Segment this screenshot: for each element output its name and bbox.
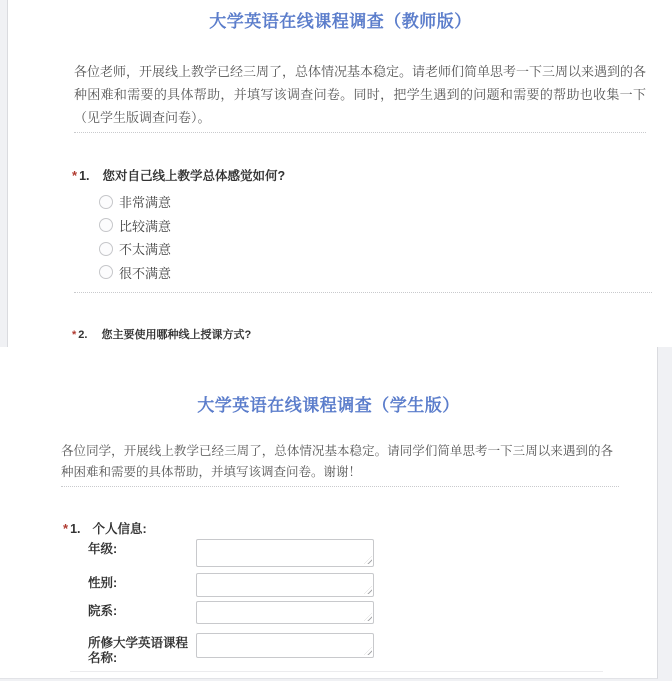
grade-field-label: 年级: [88,542,118,556]
question-text: 您主要使用哪种线上授课方式? [101,329,252,341]
radio-button-icon[interactable] [99,218,113,232]
student-survey-intro: 各位同学，开展线上教学已经三周了，总体情况基本稳定。请同学们简单思考一下三周以来遇到的各种困难和需要的具体帮助，并填写该调查问卷。谢谢！ [61,444,613,479]
teacher-question-1 [72,166,285,184]
radio-option-label: 非常满意 [119,195,172,211]
radio-option-not-too-satisfied[interactable] [99,237,171,261]
section-divider [74,292,652,293]
radio-option-very-satisfied[interactable] [99,190,171,214]
grade-field-row [88,539,374,567]
grade-input-wrap [196,539,374,567]
gender-input[interactable] [196,573,374,597]
department-input-wrap [196,601,374,624]
teacher-question-2 [72,326,251,342]
radio-button-icon[interactable] [99,265,113,279]
radio-option-very-dissatisfied[interactable] [99,261,171,285]
teacher-survey-card [7,0,672,347]
department-input[interactable] [196,601,374,624]
radio-option-label: 很不满意 [119,265,172,281]
required-asterisk: * [72,168,78,183]
teacher-survey-title: 大学英语在线课程调查（教师版） [209,12,472,31]
radio-option-somewhat-satisfied[interactable] [99,214,171,238]
radio-button-icon[interactable] [99,195,113,209]
section-divider [61,486,619,487]
gender-field-label: 性别: [88,576,118,590]
student-survey-title: 大学英语在线课程调查（学生版） [197,396,460,415]
department-field-label: 院系: [88,604,118,618]
gender-input-wrap [196,573,374,597]
section-divider [74,132,646,133]
student-question-1 [63,519,147,537]
teacher-question-1-options [99,190,171,284]
teacher-survey-intro: 各位老师，开展线上教学已经三周了，总体情况基本稳定。请老师们简单思考一下三周以来遇到的各种困难和需要的具体帮助，并填写该调查问卷。同时，把学生遇到的问题和需要的帮助也收集一下（见学生版调查问卷）。 [74,64,647,125]
radio-option-label: 不太满意 [119,242,172,258]
radio-option-label: 比较满意 [119,218,172,234]
bottom-divider [70,671,603,672]
question-text: 个人信息: [92,522,147,536]
question-number: 1. [79,169,90,183]
student-survey-card [0,347,658,679]
department-field-row [88,601,374,624]
course-name-field-label: 所修大学英语课程名称: [88,636,189,665]
question-text: 您对自己线上教学总体感觉如何? [102,169,286,183]
course-name-input[interactable] [196,633,374,658]
question-number: 1. [70,522,81,536]
grade-input[interactable] [196,539,374,567]
gender-field-row [88,573,374,597]
required-asterisk: * [63,521,69,536]
question-number: 2. [78,329,88,341]
course-name-field-row [88,633,374,666]
course-name-input-wrap [196,633,374,658]
required-asterisk: * [72,329,77,341]
radio-button-icon[interactable] [99,242,113,256]
